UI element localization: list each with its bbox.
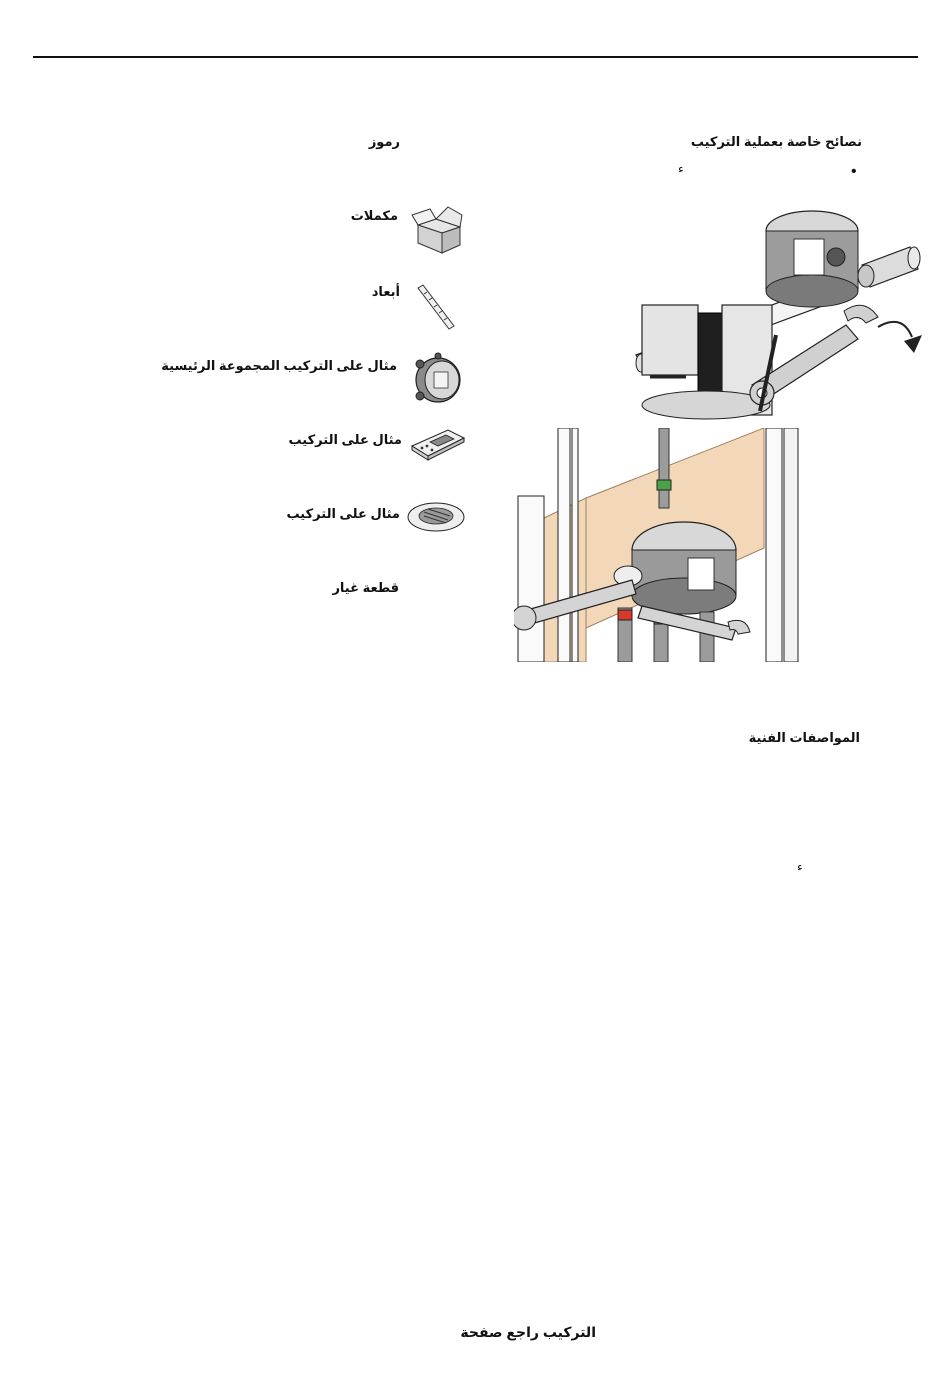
- round-trim-icon: [406, 500, 466, 536]
- symbol-label-square-trim: مثال على التركيب: [288, 432, 402, 447]
- tips-heading: نصائح خاصة بعملية التركيب: [690, 134, 862, 149]
- main-body-icon: [408, 350, 466, 406]
- vise-installation-illustration: [626, 205, 922, 423]
- symbol-label-round-trim: مثال على التركيب: [286, 506, 400, 521]
- symbol-label-spare-part: قطعة غيار: [332, 580, 399, 595]
- wall-installation-illustration: [514, 428, 802, 662]
- top-rule: [33, 56, 918, 58]
- symbol-label-main-body: مثال على التركيب المجموعة الرئيسية: [161, 358, 397, 373]
- square-trim-icon: [408, 424, 466, 464]
- symbols-heading: رموز: [368, 134, 400, 149]
- ruler-icon: [414, 282, 458, 332]
- footer-text: التركيب راجع صفحة: [460, 1324, 596, 1340]
- specs-glyph: ﺀ: [797, 860, 803, 874]
- symbol-label-dimensions: أبعاد: [371, 284, 400, 299]
- bullet: •: [851, 163, 857, 180]
- specs-heading: المواصفات الفنية: [748, 730, 860, 745]
- box-icon: [408, 203, 466, 257]
- tips-glyph: ﺀ: [678, 162, 684, 176]
- symbol-label-accessories: مكملات: [350, 208, 398, 223]
